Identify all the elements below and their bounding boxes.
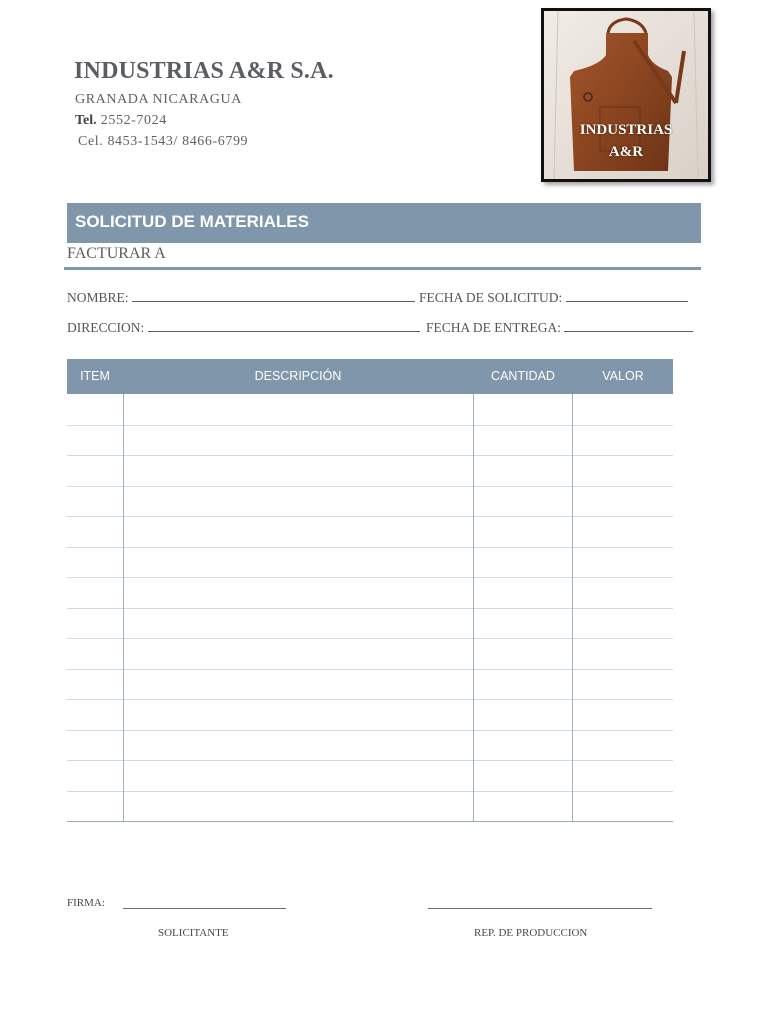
form-title: SOLICITUD DE MATERIALES <box>75 212 309 231</box>
solicitante-caption: SOLICITANTE <box>158 927 229 939</box>
firma-label: FIRMA: <box>67 897 105 909</box>
table-row <box>67 425 673 426</box>
direccion-input-line[interactable] <box>148 319 420 332</box>
column-divider <box>123 394 124 822</box>
company-name: INDUSTRIAS A&R S.A. <box>74 58 334 84</box>
fecha-entrega-input-line[interactable] <box>564 319 693 332</box>
phone-label: Tel. <box>75 113 97 128</box>
nombre-label: NOMBRE: <box>67 290 129 305</box>
fecha-entrega-field[interactable] <box>426 319 693 336</box>
fecha-solicitud-label: FECHA DE SOLICITUD: <box>419 290 563 305</box>
company-phone <box>75 113 167 129</box>
header-valor: VALOR <box>602 369 644 383</box>
column-divider <box>473 394 474 822</box>
produccion-caption: REP. DE PRODUCCION <box>474 927 588 939</box>
table-row <box>67 638 673 639</box>
direccion-label: DIRECCION: <box>67 320 145 335</box>
nombre-input-line[interactable] <box>132 289 415 302</box>
table-row <box>67 608 673 609</box>
table-row <box>67 760 673 761</box>
table-row <box>67 455 673 456</box>
logo-text-line2: A&R <box>608 144 644 160</box>
phone-value: 2552-7024 <box>100 113 167 128</box>
fecha-entrega-label: FECHA DE ENTREGA: <box>426 320 561 335</box>
bill-to-label: FACTURAR A <box>67 245 166 262</box>
company-cell: Cel. 8453-1543/ 8466-6799 <box>78 134 249 149</box>
header-descripcion: DESCRIPCIÓN <box>254 369 342 383</box>
table-row <box>67 699 673 700</box>
table-row <box>67 577 673 578</box>
produccion-signature-line[interactable] <box>428 907 652 909</box>
logo-text-line1: INDUSTRIAS <box>579 122 673 138</box>
solicitante-signature-line[interactable] <box>123 907 286 909</box>
fecha-solicitud-input-line[interactable] <box>566 289 688 302</box>
header-item: ITEM <box>80 369 110 383</box>
table-row <box>67 516 673 517</box>
company-logo <box>541 8 711 182</box>
table-row <box>67 547 673 548</box>
table-row <box>67 669 673 670</box>
header-cantidad: CANTIDAD <box>491 369 555 383</box>
fecha-solicitud-field[interactable] <box>419 289 688 306</box>
table-row <box>67 730 673 731</box>
column-divider <box>572 394 573 822</box>
nombre-field[interactable] <box>67 289 415 306</box>
bill-to-divider <box>64 267 701 270</box>
table-bottom-border <box>67 821 673 822</box>
table-row <box>67 486 673 487</box>
direccion-field[interactable] <box>67 319 420 336</box>
table-row <box>67 791 673 792</box>
company-location: GRANADA NICARAGUA <box>75 92 242 107</box>
